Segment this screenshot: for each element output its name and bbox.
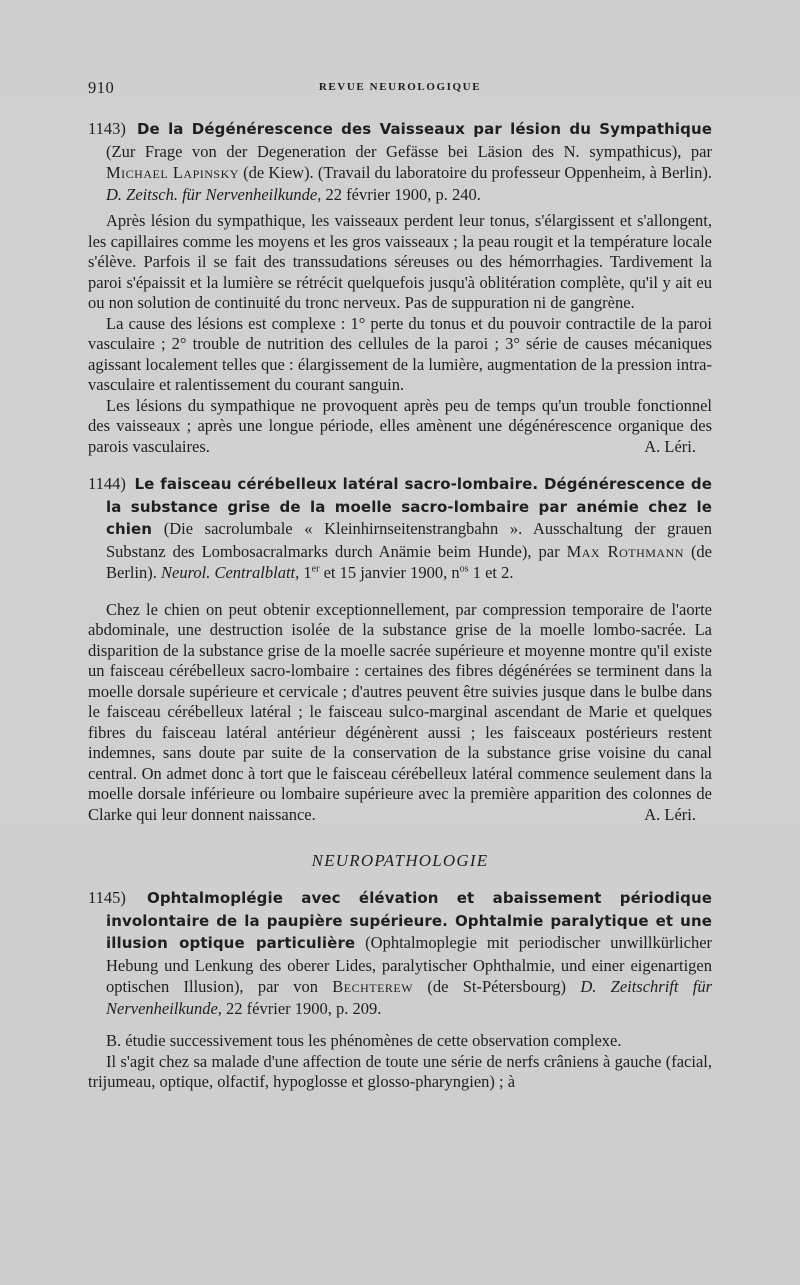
journal-reference: Neurol. Centralblatt, xyxy=(161,563,300,582)
by-label: par xyxy=(538,541,560,561)
article-body xyxy=(88,1031,712,1093)
publication-date: 22 février 1900, p. 209. xyxy=(226,998,382,1018)
article-body xyxy=(88,600,712,826)
paragraph: La cause des lésions est complexe : 1° perte du tonus et du pouvoir contractile de la paroi vasculaire ; 2° trouble de nutrition des cellules de la paroi ; 3° série de causes mécaniques agissant localement telles que : élargissement de la lumière, augmentation de la pression intra-vasculaire et ralentissement du courant sanguin. xyxy=(88,313,712,394)
paragraph-text: Les lésions du sympathique ne provoquent après peu de temps qu'un trouble fonctionnel des vaisseaux ; après une longue période, elles amènent une dégénérescence organique des parois vasculaires. xyxy=(88,395,712,456)
page-number: 910 xyxy=(88,78,115,97)
article-heading xyxy=(88,473,712,584)
date-day-sup: er xyxy=(311,563,320,575)
paragraph xyxy=(88,396,712,458)
by-label: par xyxy=(690,141,712,161)
signature: A. Léri. xyxy=(644,436,696,456)
section-heading: NEUROPATHOLOGIE xyxy=(311,851,489,870)
by-label: par von xyxy=(257,977,318,996)
author-name: Bechterew xyxy=(332,977,414,996)
article-number: 1143) xyxy=(88,119,126,138)
original-title: (Zur Frage von der Degeneration der Gefässe bei Läsion des N. sympathicus), xyxy=(106,141,682,161)
author-name: Michael Lapinsky xyxy=(106,163,239,182)
author-name: Max Rothmann xyxy=(566,541,684,561)
article-title: Le faisceau cérébelleux latéral sacro-lombaire. Dégénérescence de la substance grise de la moelle sacro-lombaire par anémie chez le chien xyxy=(106,475,712,538)
issue-numbers: 1 et 2. xyxy=(468,563,514,582)
paragraph: Il s'agit chez sa malade d'une affection de toute une série de nerfs crâniens à gauche (facial, trijumeau, optique, olfactif, hypoglosse et glosso-pharyngien) ; à xyxy=(88,1051,712,1091)
article-heading xyxy=(88,887,712,1019)
journal-reference: D. Zeitschrift für Nervenheilkunde, xyxy=(106,977,713,1018)
paragraph xyxy=(88,600,712,826)
paragraph: B. étudie successivement tous les phénomènes de cette observation complexe. xyxy=(106,1031,622,1050)
paragraph-text: Chez le chien on peut obtenir exceptionnellement, par compression temporaire de l'aorte abdominale, une destruction isolée de la substance grise de la moelle lombo-sacrée. La disparition de la substance grise de la moelle sacrée supérieure et moyenne montre qu'il existe un faisceau cérébelleux sacro-lombaire : certaines des fibres dégénérées se terminent dans la moelle dorsale supérieure et cervicale ; d'autres peuvent être suivies jusque dans le bulbe dans le faisceau cérébelleux latéral ; le faisceau sulco-marginal ascendant de Marie et quelques fibres du faisceau latéral antérieur dégénèrent aussi ; les faisceaux postérieurs restent indemnes, sans doute par suite de la conservation de la substance grise voisine du canal central. On admet donc à tort que le faisceau cérébelleux latéral commence seulement dans la moelle dorsale inférieure ou lombaire supérieure avec la première apparition des colonnes de Clarke qui leur donnent naissance. xyxy=(88,599,712,824)
article-1144 xyxy=(88,473,712,825)
author-affiliation: (de Berlin). xyxy=(106,541,713,582)
original-title: (Ophtalmoplegie mit periodischer unwillkürlicher Hebung und Lenkung des oberer Lides, paralytischer Ophthalmie, und einer eigenartigen optischen Illusion), xyxy=(106,933,713,996)
publication-date: 22 février 1900, p. 240. xyxy=(325,184,481,204)
issue-sup: os xyxy=(459,563,469,575)
journal-reference: D. Zeitsch. für Nervenheilkunde, xyxy=(106,184,322,204)
article-1145 xyxy=(88,887,712,1093)
article-number: 1144) xyxy=(88,474,126,493)
journal-title: REVUE NEUROLOGIQUE xyxy=(318,81,482,93)
author-affiliation: (de St-Pétersbourg) xyxy=(427,977,567,996)
article-1143 xyxy=(88,118,712,457)
article-body xyxy=(88,211,712,457)
article-title: Ophtalmoplégie avec élévation et abaissement périodique involontaire de la paupière supérieure. Ophtalmie paralytique et une illusion optique particulière xyxy=(106,889,712,952)
paragraph: Après lésion du sympathique, les vaisseaux perdent leur tonus, s'élargissent et s'allongent, les capillaires comme les moyens et les gros vaisseaux ; la peau rougit et la température locale s'élève. Parfois il se fait des transsudations séreuses ou des hémorrhagies. Tardivement la paroi s'épaissit et la lumière se rétrécit quelquefois jusqu'à oblitération complète, qu'il y ait eu ou non solution de continuité du tronc nerveux. Pas de suppuration ni de gangrène. xyxy=(88,211,712,312)
running-head xyxy=(88,78,712,108)
article-title: De la Dégénérescence des Vaisseaux par lésion du Sympathique xyxy=(136,120,713,138)
signature: A. Léri. xyxy=(644,804,696,824)
article-number: 1145) xyxy=(88,888,126,907)
article-heading xyxy=(88,118,712,205)
date-rest: et 15 janvier 1900, n xyxy=(319,563,460,582)
original-title: (Die sacrolumbale « Kleinhirnseitenstrangbahn ». Ausschaltung der grauen Substanz des Lombosacralmarks durch Anämie beim Hunde), xyxy=(106,519,713,561)
date-day: 1 xyxy=(303,563,312,582)
author-affiliation: (de Kiew). (Travail du laboratoire du professeur Oppenheim, à Berlin). xyxy=(243,163,713,182)
